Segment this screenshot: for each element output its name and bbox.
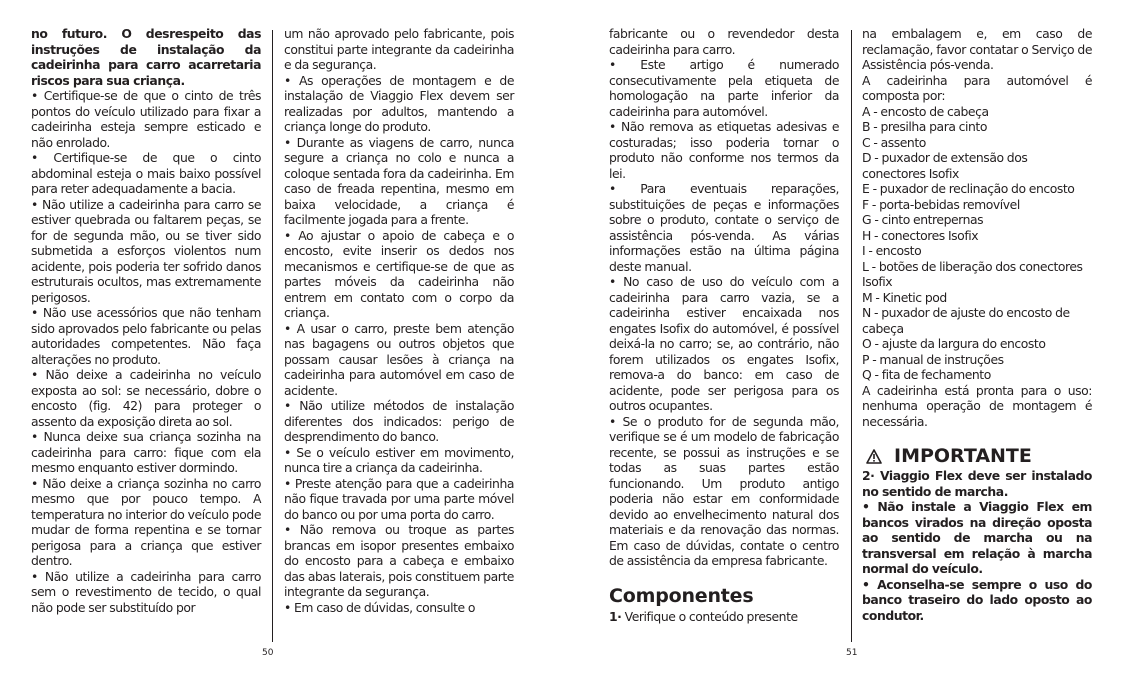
- list-item: M - Kinetic pod: [862, 289, 947, 305]
- list-item: • Este artigo é numerado consecutivamente pela etiqueta de homologação na parte inferior da cadeirinha para automóvel.: [609, 57, 839, 119]
- list-item: C - assento: [862, 134, 926, 150]
- list-item: O - ajuste da largura do encosto: [862, 336, 1046, 351]
- list-item: • Não utilize métodos de instalação diferentes dos indicados: perigo de desprendimento do banco.: [284, 398, 514, 444]
- list-item: B - presilha para cinto: [862, 119, 987, 134]
- page-number-left: 50: [262, 648, 274, 658]
- list-item: • Certifique-se de que o cinto de três pontos do veículo utilizado para fixar a cadeirinha esteja sempre esticado e não enrolado.: [31, 88, 261, 150]
- list-item: G - cinto entrepernas: [862, 212, 984, 227]
- list-item: • Não utilize a cadeirinha para carro se estiver quebrada ou faltarem peças, se for de segunda mão, ou se tiver sido submetida a esforços violentos num acidente, pois poderia ter sofrido danos estruturais ocultos, mas extremamente perigosos.: [31, 196, 261, 305]
- column-divider-right: [851, 30, 852, 642]
- warning-triangle-icon: [866, 449, 882, 464]
- warning-intro: no futuro. O desrespeito das instruções de instalação da cadeirinha para carro acarretaria riscos para sua criança.: [31, 26, 261, 88]
- list-item: • No caso de uso do veículo com a cadeirinha para carro vazia, se a cadeirinha estiver encaixada nos engates Isofix do automóvel, é possível deixá-la no carro; se, ao contrário, não forem utilizados os engates Isofix, remova-a do banco: em caso de acidente, pode ser perigosa para os outros ocupantes.: [609, 274, 839, 413]
- right-page-column-1: [609, 26, 839, 624]
- list-item: E - puxador de reclinação do encosto: [862, 181, 1075, 196]
- column-divider-left: [272, 30, 273, 642]
- list-item: • Nunca deixe sua criança sozinha na cadeirinha para carro: fique com ela mesmo enquanto estiver dormindo.: [31, 429, 261, 475]
- list-item: • Certifique-se de que o cinto abdominal esteja o mais baixo possível para reter adequadamente a bacia.: [31, 150, 261, 196]
- list-item: I - encosto: [862, 243, 922, 258]
- important-item: • Aconselha-se sempre o uso do banco traseiro do lado oposto ao condutor.: [862, 576, 1092, 623]
- list-item: P - manual de instruções: [862, 351, 1004, 367]
- step-text: Verifique o conteúdo presente: [624, 608, 798, 624]
- list-item: • A usar o carro, preste bem atenção nas bagagens ou outros objetos que possam causar lesões à criança na cadeirinha para automóvel em caso de acidente.: [284, 320, 514, 398]
- list-item: H - conectores Isofix: [862, 227, 979, 243]
- important-heading: [862, 445, 1092, 467]
- list-item: • Preste atenção para que a cadeirinha não fique travada por uma parte móvel do banco ou por uma porta do carro.: [284, 475, 514, 522]
- components-heading: Componentes: [609, 584, 754, 607]
- list-item: • Em caso de dúvidas, consulte o: [284, 599, 475, 615]
- list-item: F - porta-bebidas removível: [862, 196, 1020, 212]
- list-item: • Não use acessórios que não tenham sido aprovados pelo fabricante ou pelas autoridades competentes. Não faça alterações no produto.: [31, 305, 261, 367]
- list-item: • Não remova as etiquetas adesivas e costuradas; isso poderia tornar o produto não conforme nos termos da lei.: [609, 119, 839, 181]
- list-item: Q - fita de fechamento: [862, 367, 991, 382]
- right-page-column-2: [862, 26, 1092, 623]
- ready-text: A cadeirinha está pronta para o uso: nenhuma operação de montagem é necessária.: [862, 382, 1092, 429]
- list-item: • Ao ajustar o apoio de cabeça e o encosto, evite inserir os dedos nos mecanismos e certifique-se de que as partes móveis da cadeirinha não entrem em contato com o corpo da criança.: [284, 227, 514, 320]
- page-number-right: 51: [846, 648, 858, 658]
- list-item: • As operações de montagem e de instalação de Viaggio Flex devem ser realizadas por adultos, mantendo a criança longe do produto.: [284, 72, 514, 134]
- left-page-column-2: [284, 26, 514, 615]
- list-item: • Para eventuais reparações, substituições de peças e informações sobre o produto, contate o serviço de assistência pós-venda. As várias informações estão na última página deste manual.: [609, 181, 839, 274]
- list-item: • Se o produto for de segunda mão, verifique se é um modelo de fabricação recente, se possui as instruções e se todas as suas partes estão funcionando. Um produto antigo poderia não estar em conformidade devido ao envelhecimento natural dos materiais e da renovação das normas. Em caso de dúvidas, contate o centro de assistência da empresa fabricante.: [609, 413, 839, 568]
- list-item: • Se o veículo estiver em movimento, nunca tire a criança da cadeirinha.: [284, 444, 514, 475]
- list-item: • Não remova ou troque as partes brancas em isopor presentes embaixo do encosto para a cabeça e embaixo das abas laterais, pois constituem parte integrante da segurança.: [284, 522, 514, 599]
- list-item: • Não utilize a cadeirinha para carro sem o revestimento de tecido, o qual não pode ser substituído por: [31, 568, 261, 615]
- important-item: 2· Viaggio Flex deve ser instalado no sentido de marcha.: [862, 468, 1092, 499]
- components-list-intro: A cadeirinha para automóvel é composta por:: [862, 72, 1092, 103]
- list-item: • Não deixe a criança sozinha no carro mesmo que por pouco tempo. A temperatura no interior do veículo pode mudar de forma repentina e se tornar perigosa para a criança que estiver dentro.: [31, 475, 261, 568]
- list-item: fabricante ou o revendedor desta cadeirinha para carro.: [609, 26, 839, 57]
- step-number: 1·: [609, 608, 622, 624]
- list-item: N - puxador de ajuste do encosto de cabeça: [862, 305, 1070, 336]
- components-list: [862, 104, 1092, 383]
- left-page-column-1: [31, 26, 261, 615]
- list-item: • Durante as viagens de carro, nunca segure a criança no colo e nunca a coloque sentada fora da cadeirinha. Em caso de freada repentina, mesmo em baixa velocidade, a criança é facilmente jogada para a frente.: [284, 134, 514, 227]
- list-item: um não aprovado pelo fabricante, pois constitui parte integrante da cadeirinha e da segurança.: [284, 26, 514, 72]
- important-item: • Não instale a Viaggio Flex em bancos virados na direção oposta ao sentido de marcha ou na transversal em relação à marcha normal do veículo.: [862, 499, 1092, 576]
- step-1: [609, 609, 839, 625]
- important-title: IMPORTANTE: [894, 445, 1032, 467]
- list-item: • Não deixe a cadeirinha no veículo exposta ao sol: se necessário, dobre o encosto (fig. 42) para proteger o assento da exposição direta ao sol.: [31, 367, 261, 429]
- list-item: D - puxador de extensão dos conectores Isofix: [862, 150, 1028, 181]
- list-item: L - botões de liberação dos conectores Isofix: [862, 258, 1083, 289]
- list-item: A - encosto de cabeça: [862, 103, 989, 119]
- intro-text: na embalagem e, em caso de reclamação, favor contatar o Serviço de Assistência pós-venda.: [862, 26, 1092, 72]
